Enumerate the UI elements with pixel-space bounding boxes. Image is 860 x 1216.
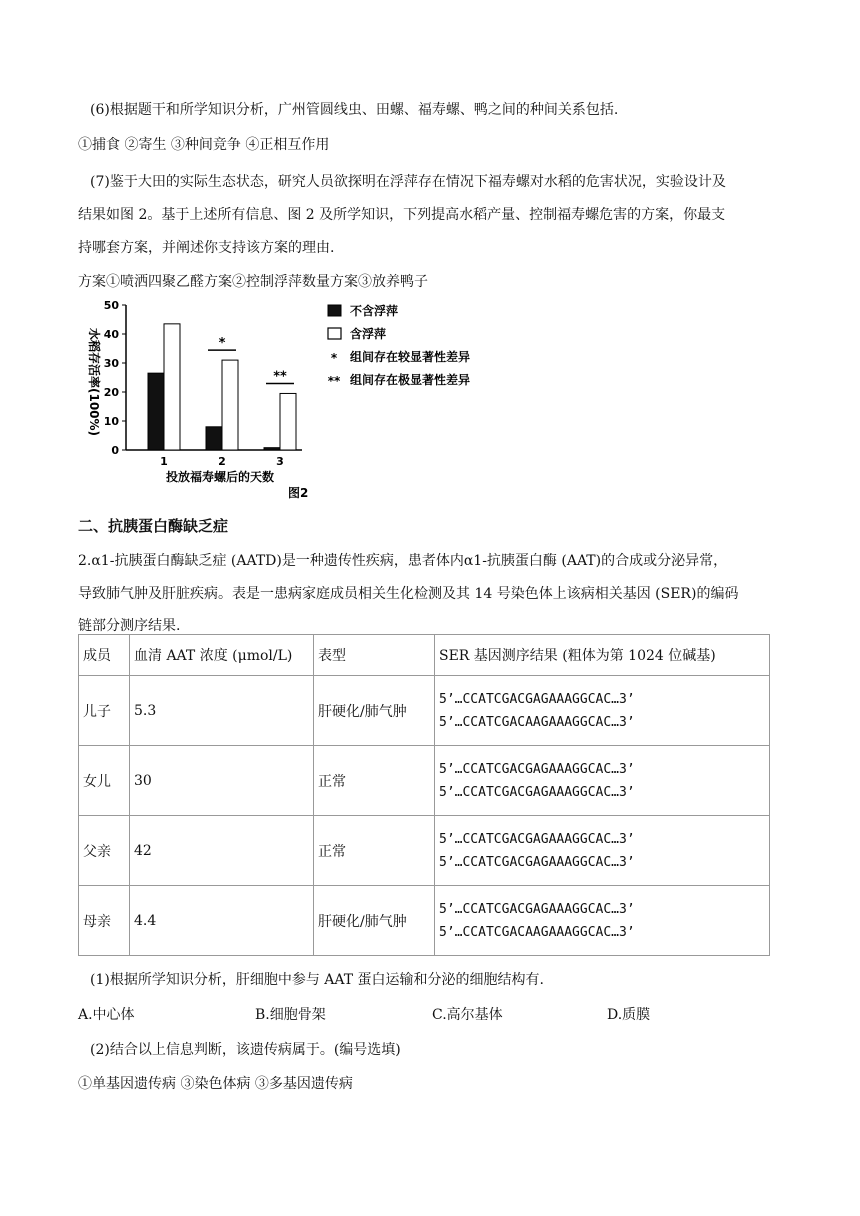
table-header-row (79, 635, 770, 676)
table-row (79, 676, 770, 746)
section2-intro-2: 导致肺气肿及肝脏疾病。表是一患病家庭成员相关生化检测及其 14 号染色体上该病相关基因 (SER)的编码 (78, 586, 739, 602)
chart-y-tick-label: 20 (103, 386, 119, 399)
chart-y-tick-label: 0 (111, 444, 119, 457)
q1-option-b: B.细胞骨架 (255, 1007, 326, 1023)
phenotype-cell: 肝硬化/肺气肿 (314, 676, 435, 746)
phenotype-cell: 正常 (314, 816, 435, 886)
table-header-phenotype: 表型 (314, 635, 435, 676)
sequence-cell (435, 816, 770, 886)
sequence-line: 5’…CCATCGACGAGAAAGGCAC…3’ (439, 784, 635, 800)
q7-line1: (7)鉴于大田的实际生态状态，研究人员欲探明在浮萍存在情况下福寿螺对水稻的危害状况，实验设计及 (90, 174, 726, 190)
section2-intro-1: 2.α1-抗胰蛋白酶缺乏症 (AATD)是一种遗传性疾病，患者体内α1-抗胰蛋白酶 (AAT)的合成或分泌异常， (78, 553, 728, 569)
section2-intro-3: 链部分测序结果. (78, 618, 181, 634)
legend-symbol: * (330, 351, 338, 365)
concentration-cell: 30 (130, 746, 314, 816)
chart-caption: 图2 (288, 486, 309, 500)
chart-bar (148, 373, 164, 450)
member-cell: 儿子 (79, 676, 130, 746)
figure2-chart (78, 296, 518, 501)
sequence-line: 5’…CCATCGACGAGAAAGGCAC…3’ (439, 854, 635, 870)
ser-data-table (78, 634, 770, 956)
sequence-line: 5’…CCATCGACGAGAAAGGCAC…3’ (439, 901, 635, 917)
chart-y-tick-label: 10 (103, 415, 119, 428)
table-header-concentration: 血清 AAT 浓度 (μmol/L) (130, 635, 314, 676)
table-row (79, 816, 770, 886)
sequence-line: 5’…CCATCGACAAGAAAGGCAC…3’ (439, 714, 635, 730)
chart-x-axis-label: 投放福寿螺后的天数 (165, 470, 275, 484)
section2-heading: 二、抗胰蛋白酶缺乏症 (78, 517, 229, 535)
significance-mark: ** (273, 369, 287, 385)
chart-bar (164, 324, 180, 450)
q1-option-c: C.高尔基体 (432, 1007, 503, 1023)
legend-swatch-filled (328, 305, 341, 316)
table-header-member: 成员 (79, 635, 130, 676)
chart-bar (222, 360, 238, 450)
table-header-sequence: SER 基因测序结果 (粗体为第 1024 位碱基) (435, 635, 770, 676)
sequence-line: 5’…CCATCGACGAGAAAGGCAC…3’ (439, 691, 635, 707)
chart-y-axis-label: 水稻存活率(100%) (87, 327, 101, 437)
sequence-cell (435, 886, 770, 956)
table-row (79, 746, 770, 816)
concentration-cell: 5.3 (130, 676, 314, 746)
q7-line2: 结果如图 2。基于上述所有信息、图 2 及所学知识，下列提高水稻产量、控制福寿螺危害的方案，你最支 (78, 207, 726, 223)
chart-x-tick-label: 2 (218, 455, 226, 468)
chart-y-tick-label: 40 (103, 328, 119, 341)
q2-text: (2)结合以上信息判断，该遗传病属于。(编号选填) (90, 1042, 401, 1058)
significance-mark: * (218, 336, 226, 352)
sequence-line: 5’…CCATCGACGAGAAAGGCAC…3’ (439, 761, 635, 777)
sequence-cell (435, 676, 770, 746)
chart-bar (206, 427, 222, 450)
q7-line3: 持哪套方案，并阐述你支持该方案的理由. (78, 240, 335, 256)
sequence-line: 5’…CCATCGACGAGAAAGGCAC…3’ (439, 831, 635, 847)
legend-symbol: ** (327, 374, 341, 388)
member-cell: 父亲 (79, 816, 130, 886)
chart-y-tick-label: 50 (103, 299, 119, 312)
table-row (79, 886, 770, 956)
q6-text: (6)根据题干和所学知识分析，广州管圆线虫、田螺、福寿螺、鸭之间的种间关系包括. (90, 102, 619, 118)
legend-label: 组间存在极显著性差异 (350, 373, 471, 387)
q1-text: (1)根据所学知识分析，肝细胞中参与 AAT 蛋白运输和分泌的细胞结构有. (90, 972, 544, 988)
chart-y-tick-label: 30 (103, 357, 119, 370)
q1-option-d: D.质膜 (607, 1007, 651, 1023)
legend-label: 不含浮萍 (350, 304, 399, 318)
legend-label: 含浮萍 (350, 327, 387, 341)
phenotype-cell: 肝硬化/肺气肿 (314, 886, 435, 956)
q6-options: ①捕食 ②寄生 ③种间竞争 ④正相互作用 (78, 137, 330, 153)
legend-swatch-open (328, 328, 341, 339)
chart-x-tick-label: 3 (276, 455, 284, 468)
sequence-line: 5’…CCATCGACAAGAAAGGCAC…3’ (439, 924, 635, 940)
chart-bar (264, 448, 280, 450)
q7-schemes: 方案①喷洒四聚乙醛方案②控制浮萍数量方案③放养鸭子 (78, 274, 428, 290)
member-cell: 女儿 (79, 746, 130, 816)
legend-label: 组间存在较显著性差异 (350, 350, 471, 364)
concentration-cell: 4.4 (130, 886, 314, 956)
q2-options: ①单基因遗传病 ③染色体病 ③多基因遗传病 (78, 1076, 353, 1092)
phenotype-cell: 正常 (314, 746, 435, 816)
q1-option-a: A.中心体 (78, 1007, 135, 1023)
member-cell: 母亲 (79, 886, 130, 956)
chart-x-tick-label: 1 (160, 455, 168, 468)
sequence-cell (435, 746, 770, 816)
concentration-cell: 42 (130, 816, 314, 886)
chart-bar (280, 393, 296, 450)
